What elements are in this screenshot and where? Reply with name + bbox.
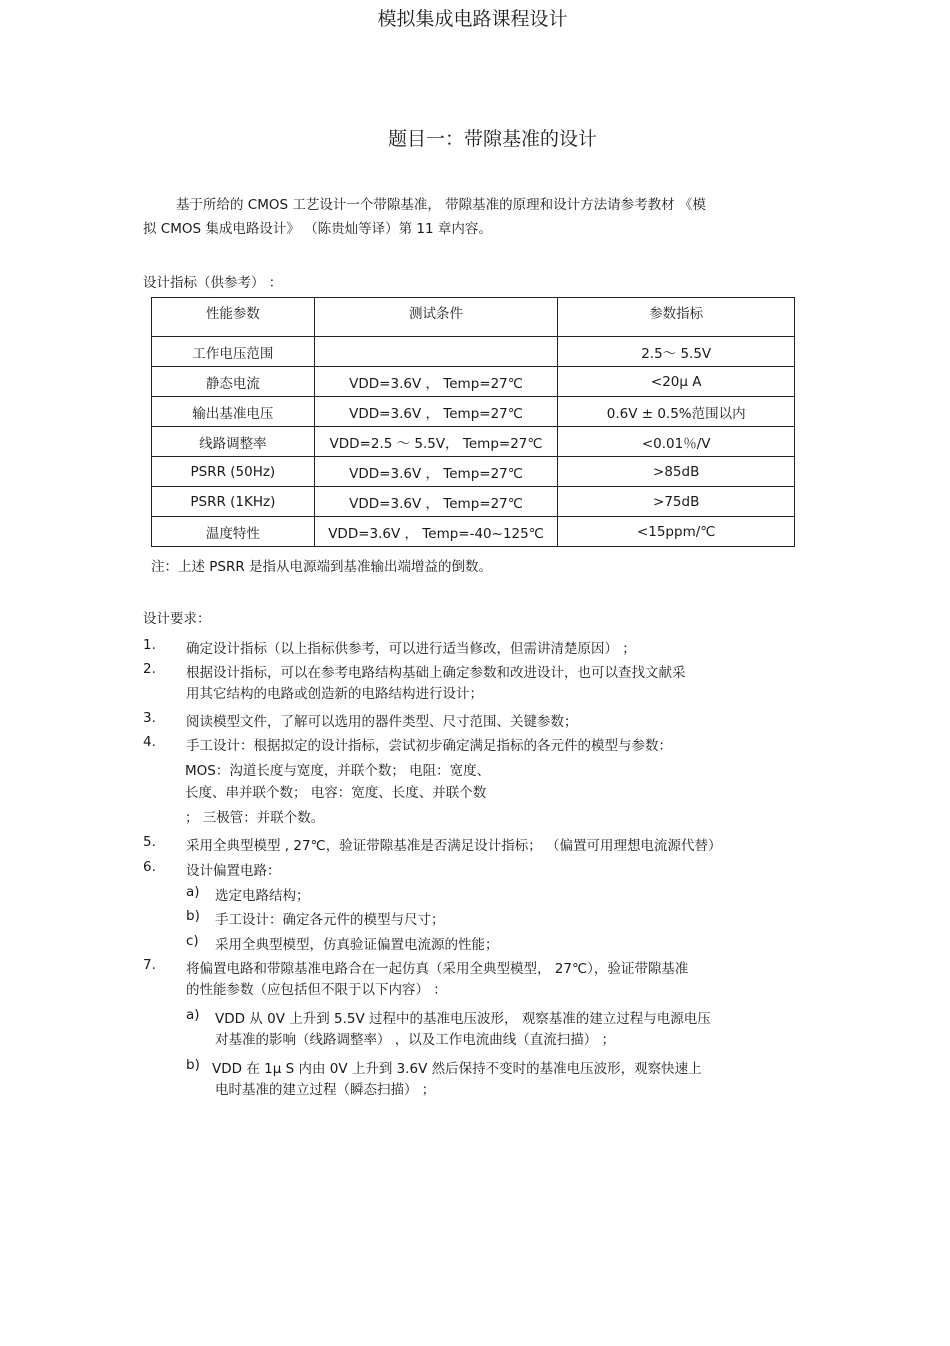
table-cell: VDD=3.6V ， Temp=27℃ [314,397,558,427]
list-item: 阅读模型文件，了解可以选用的器件类型、尺寸范围、关键参数； [186,714,578,730]
list-item-continuation: 长度、串并联个数； 电容：宽度、长度、并联个数 [185,785,487,801]
intro-line-1: 基于所给的 CMOS 工艺设计一个带隙基准， 带隙基准的原理和设计方法请参考教材 《模 [176,197,706,213]
table-cell: PSRR (50Hz) [152,457,315,487]
table-row [152,517,795,547]
sub-item: VDD 从 0V 上升到 5.5V 过程中的基准电压波形， 观察基准的建立过程与电源电压 [215,1011,711,1027]
table-cell: <0.01％/V [558,427,795,457]
list-item: 采用全典型模型 , 27℃，验证带隙基准是否满足设计指标； （偏置可用理想电流源代替） [186,838,722,854]
list-number: 6. [143,859,156,875]
table-header-cell: 参数指标 [558,298,795,337]
spec-label: 设计指标（供参考） ： [143,275,283,291]
sub-item: VDD 在 1μ S 内由 0V 上升到 3.6V 然后保持不变时的基准电压波形，观察快速上 [212,1061,702,1077]
table-cell: 温度特性 [152,517,315,547]
table-header-cell: 性能参数 [152,298,315,337]
sub-item-label: a) [186,884,200,900]
table-cell: >85dB [558,457,795,487]
list-number: 3. [143,710,156,726]
table-cell: <15ppm/℃ [558,517,795,547]
list-item: 手工设计：根据拟定的设计指标，尝试初步确定满足指标的各元件的模型与参数： [186,738,672,754]
page-title: 题目一：带隙基准的设计 [387,128,597,150]
header-title: 模拟集成电路课程设计 [377,8,568,30]
requirements-label: 设计要求： [143,611,211,627]
table-row [152,367,795,397]
list-number: 7. [143,957,156,973]
table-cell: 工作电压范围 [152,337,315,367]
intro-line-2: 拟 CMOS 集成电路设计》 （陈贵灿等译）第 11 章内容。 [143,221,492,237]
table-row [152,457,795,487]
list-number: 5. [143,834,156,850]
table-header-cell: 测试条件 [314,298,558,337]
sub-item-label: a) [186,1007,200,1023]
table-cell: VDD=3.6V ， Temp=27℃ [314,487,558,517]
table-row [152,487,795,517]
table-cell: 输出基准电压 [152,397,315,427]
list-number: 2. [143,661,156,677]
table-cell: VDD=3.6V ， Temp=27℃ [314,367,558,397]
table-row [152,337,795,367]
table-cell [314,337,558,367]
list-number: 1. [143,637,156,653]
table-cell: 0.6V ± 0.5%范围以内 [558,397,795,427]
sub-item-continuation: 电时基准的建立过程（瞬态扫描） ； [215,1082,436,1098]
sub-item-label: b) [186,908,200,924]
table-cell: 2.5～ 5.5V [558,337,795,367]
list-item-continuation: 用其它结构的电路或创造新的电路结构进行设计； [186,686,483,702]
list-item-continuation: MOS：沟道长度与宽度，并联个数； 电阻：宽度、 [185,763,491,779]
list-item: 根据设计指标，可以在参考电路结构基础上确定参数和改进设计，也可以查找文献采 [186,665,686,681]
table-row [152,427,795,457]
table-cell: 线路调整率 [152,427,315,457]
table-cell: <20μ A [558,367,795,397]
table-cell: VDD=2.5 ～ 5.5V， Temp=27℃ [314,427,558,457]
table-cell: PSRR (1KHz) [152,487,315,517]
spec-table [151,297,795,547]
sub-item: 选定电路结构； [215,888,310,904]
table-cell: VDD=3.6V ， Temp=27℃ [314,457,558,487]
table-row [152,397,795,427]
sub-item-label: b) [186,1057,200,1073]
list-item-continuation: ； 三极管：并联个数。 [185,810,325,826]
table-cell: >75dB [558,487,795,517]
sub-item: 手工设计：确定各元件的模型与尺寸； [215,912,445,928]
list-number: 4. [143,734,156,750]
sub-item: 采用全典型模型，仿真验证偏置电流源的性能； [215,937,499,953]
table-header-row [152,298,795,337]
table-cell: 静态电流 [152,367,315,397]
table-note: 注：上述 PSRR 是指从电源端到基准输出端增益的倒数。 [151,559,493,575]
list-item-continuation: 的性能参数（应包括但不限于以下内容） ： [186,982,447,998]
list-item: 确定设计指标（以上指标供参考，可以进行适当修改，但需讲清楚原因） ； [186,641,636,657]
sub-item-label: c) [186,933,199,949]
list-item: 将偏置电路和带隙基准电路合在一起仿真（采用全典型模型， 27℃），验证带隙基准 [186,961,689,977]
list-item: 设计偏置电路： [186,863,281,879]
table-cell: VDD=3.6V ， Temp=-40~125℃ [314,517,558,547]
sub-item-continuation: 对基准的影响（线路调整率） ，以及工作电流曲线（直流扫描） ； [215,1032,616,1048]
